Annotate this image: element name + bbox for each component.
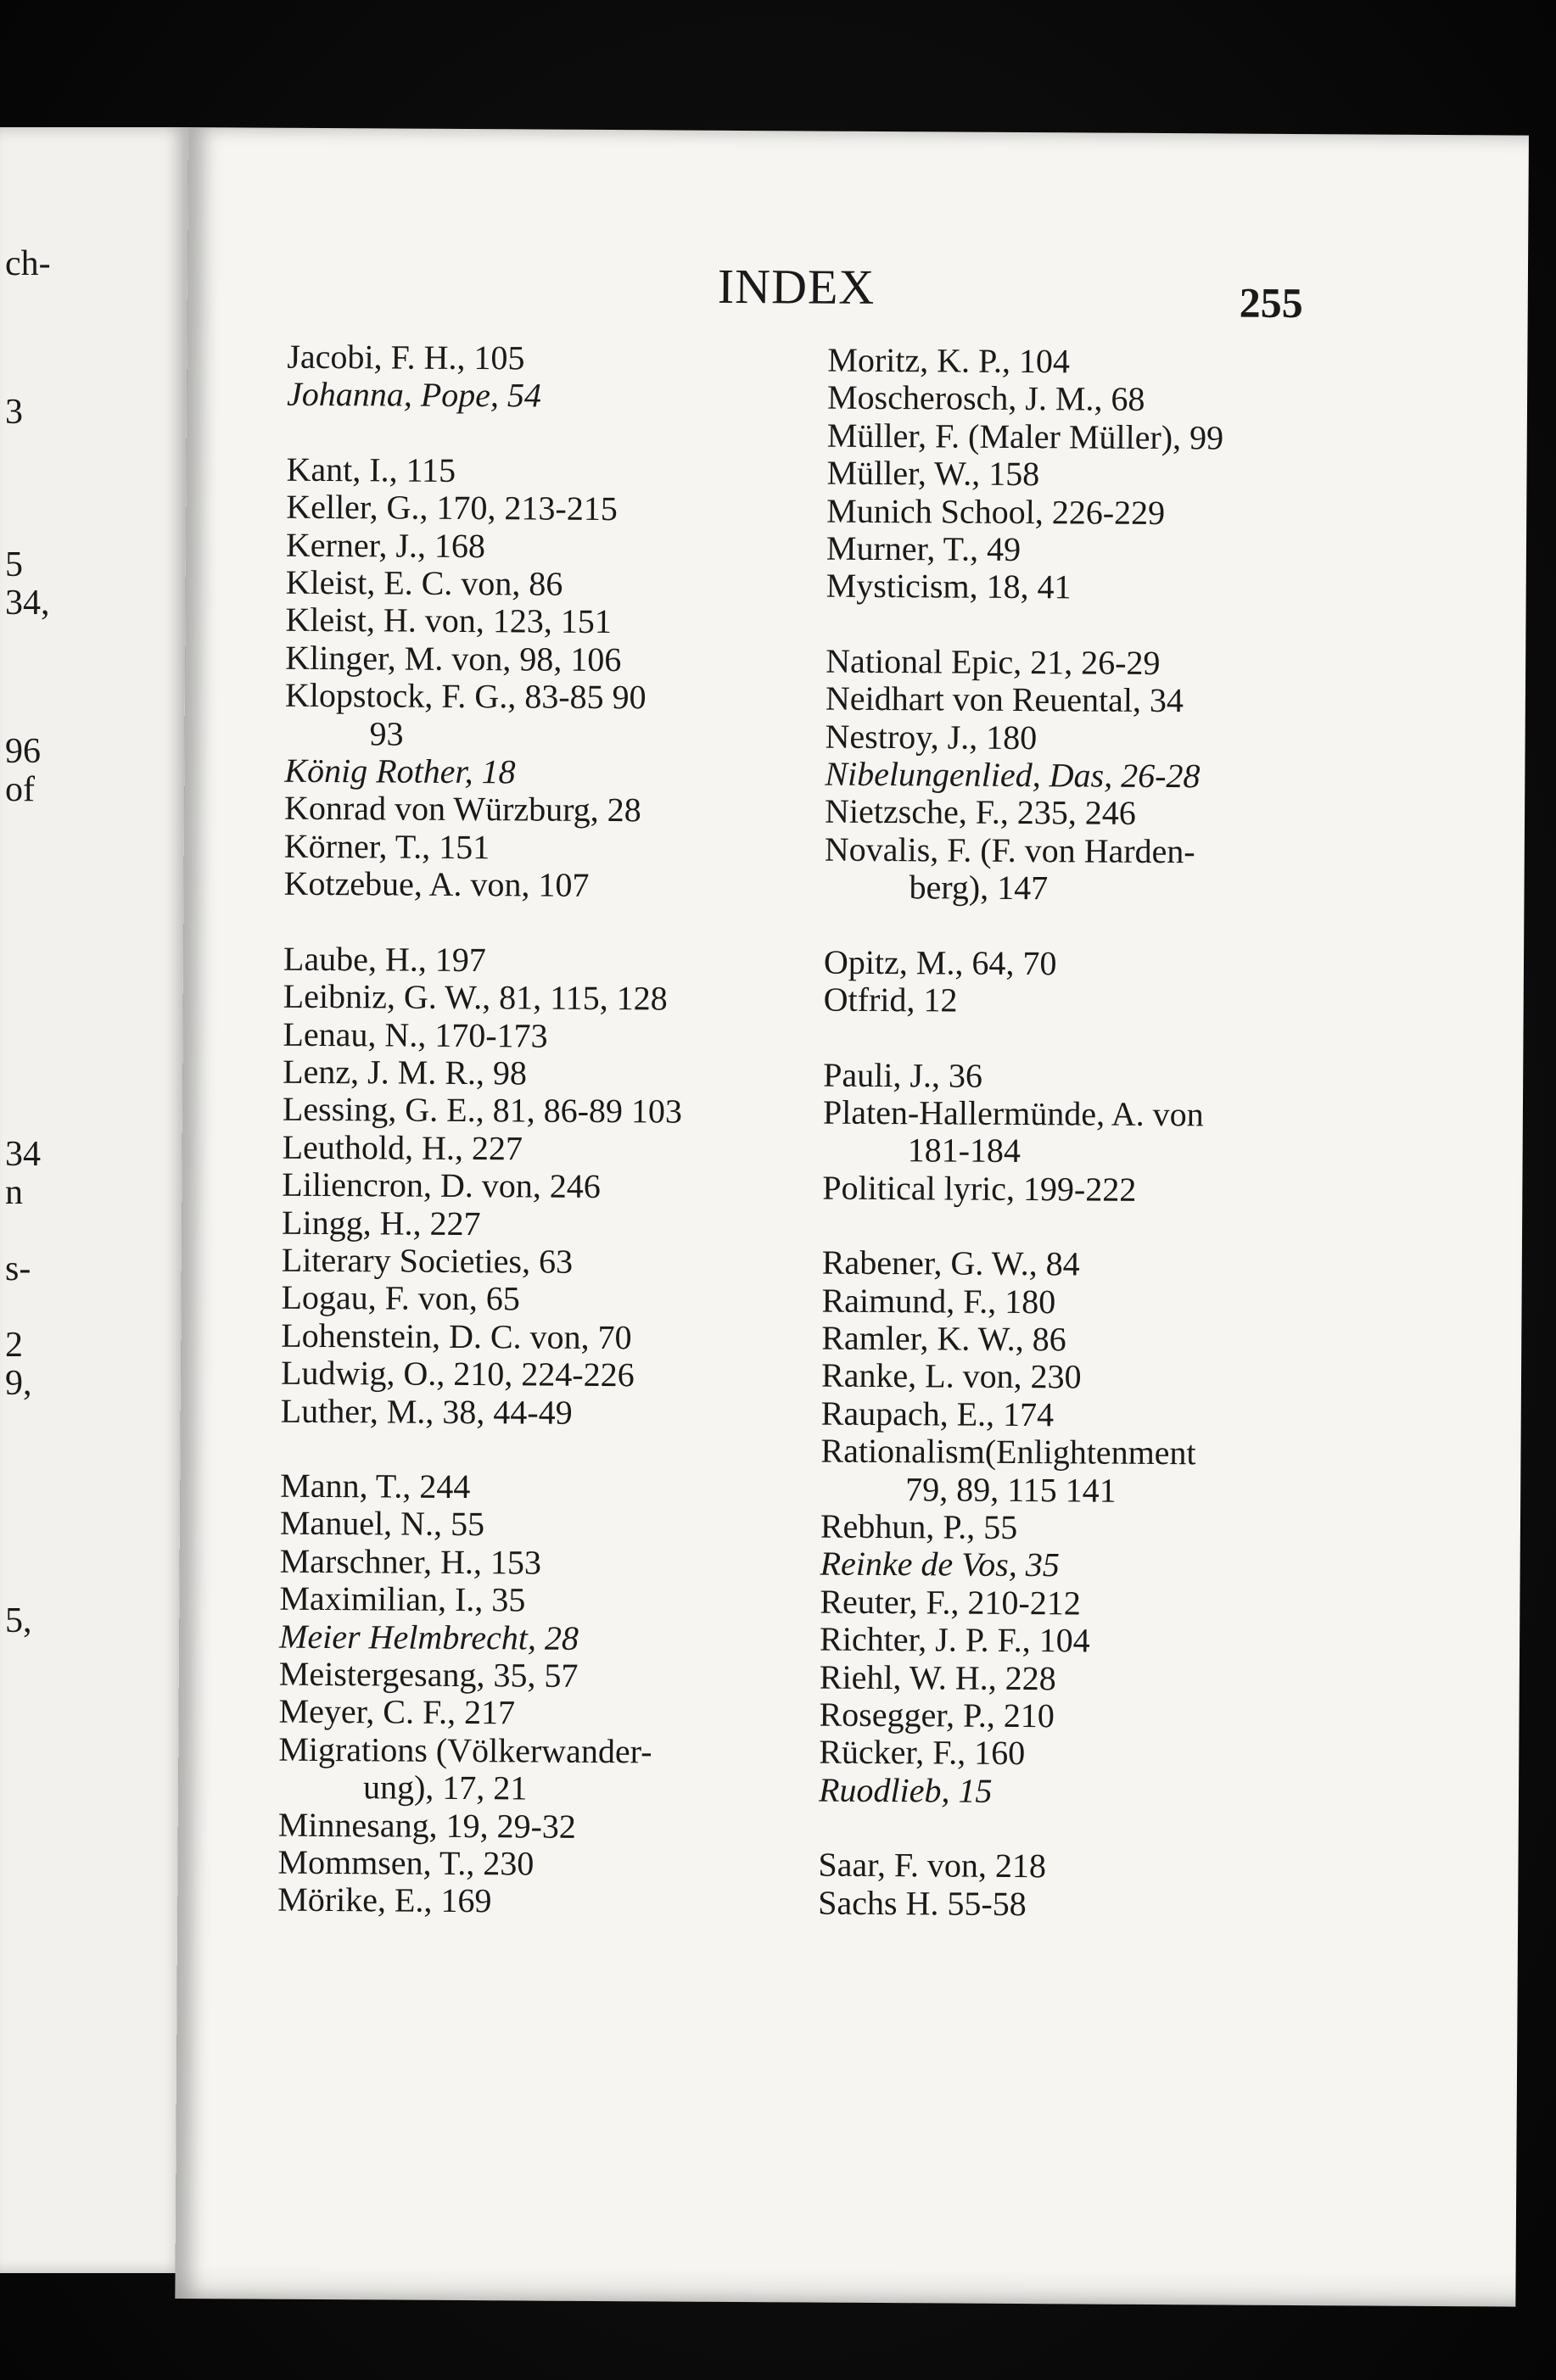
index-entry: Lessing, G. E., 81, 86-89 103 bbox=[282, 1090, 683, 1131]
section-gap bbox=[819, 1809, 1328, 1850]
index-entry: Riehl, W. H., 228 bbox=[819, 1657, 1056, 1697]
index-entry: Leibniz, G. W., 81, 115, 128 bbox=[283, 976, 668, 1018]
left-page-fragment: ch- bbox=[5, 244, 51, 283]
index-entry: Sachs H. 55-58 bbox=[818, 1883, 1027, 1923]
left-page-fragment: 3 bbox=[5, 393, 23, 432]
index-entry: Otfrid, 12 bbox=[823, 980, 958, 1020]
index-entry: Jacobi, F. H., 105 bbox=[287, 337, 525, 377]
index-entry: Platen-Hallermünde, A. von bbox=[822, 1092, 1204, 1134]
left-page-fragment: 34 bbox=[5, 1135, 41, 1174]
index-entry: Pauli, J., 36 bbox=[823, 1055, 983, 1095]
index-entry: Reinke de Vos, 35 bbox=[820, 1544, 1060, 1584]
index-entry: Lenz, J. M. R., 98 bbox=[283, 1052, 528, 1092]
index-entry: Rücker, F., 160 bbox=[819, 1732, 1026, 1773]
index-entry: Kotzebue, A. von, 107 bbox=[283, 863, 590, 905]
index-column-left bbox=[277, 338, 762, 1922]
left-page-fragment: 96 bbox=[5, 732, 41, 771]
index-entry-continuation: 79, 89, 115 141 bbox=[905, 1469, 1117, 1510]
index-entry: Moscherosch, J. M., 68 bbox=[826, 378, 1145, 419]
index-entry: König Rother, 18 bbox=[284, 751, 516, 791]
section-gap bbox=[824, 906, 1333, 947]
index-entry: Lingg, H., 227 bbox=[281, 1203, 481, 1243]
left-page-fragment: 34, bbox=[5, 584, 50, 623]
index-entry-continuation: 181-184 bbox=[907, 1131, 1021, 1170]
index-entry: Richter, J. P. F., 104 bbox=[819, 1619, 1090, 1660]
index-entry: Nietzsche, F., 235, 246 bbox=[824, 792, 1136, 833]
section-gap bbox=[823, 1019, 1332, 1059]
left-page-fragment: n bbox=[5, 1173, 23, 1212]
section-gap bbox=[287, 414, 762, 454]
index-entry-continuation: ung), 17, 21 bbox=[362, 1768, 528, 1807]
index-entry: Leuthold, H., 227 bbox=[282, 1127, 523, 1168]
left-page-fragment: 9, bbox=[5, 1364, 32, 1403]
index-entry: Nibelungenlied, Das, 26-28 bbox=[825, 754, 1201, 796]
index-entry: Raimund, F., 180 bbox=[821, 1281, 1056, 1321]
index-entry: Körner, T., 151 bbox=[283, 826, 490, 867]
index-entry: Mysticism, 18, 41 bbox=[826, 567, 1072, 606]
index-column-right bbox=[818, 342, 1336, 1925]
index-entry-continuation: berg), 147 bbox=[909, 868, 1049, 908]
section-gap bbox=[283, 902, 758, 942]
index-entry: Migrations (Völkerwander- bbox=[278, 1729, 652, 1771]
index-entry: Murner, T., 49 bbox=[826, 528, 1021, 569]
left-page-fragment: 5 bbox=[5, 545, 23, 584]
index-entry: Ludwig, O., 210, 224-226 bbox=[280, 1353, 635, 1394]
index-entry: Political lyric, 199-222 bbox=[822, 1168, 1137, 1209]
index-entry: Mommsen, T., 230 bbox=[277, 1842, 535, 1883]
index-entry: Reuter, F., 210-212 bbox=[820, 1582, 1081, 1623]
section-gap bbox=[826, 605, 1335, 645]
section-gap bbox=[280, 1430, 755, 1470]
page-title: INDEX bbox=[717, 258, 876, 315]
index-entry: Maximilian, I., 35 bbox=[279, 1578, 526, 1619]
index-entry: Müller, W., 158 bbox=[826, 453, 1040, 494]
index-entry: Lohenstein, D. C. von, 70 bbox=[281, 1316, 632, 1356]
index-entry: Literary Societies, 63 bbox=[281, 1240, 574, 1281]
index-entry: Neidhart von Reuental, 34 bbox=[825, 679, 1184, 720]
index-entry: Keller, G., 170, 213-215 bbox=[286, 487, 618, 528]
index-entry: Müller, F. (Maler Müller), 99 bbox=[826, 416, 1224, 457]
index-entry: Johanna, Pope, 54 bbox=[286, 375, 542, 415]
index-entry: Rosegger, P., 210 bbox=[819, 1695, 1055, 1735]
index-entry: Opitz, M., 64, 70 bbox=[823, 942, 1057, 982]
page-header bbox=[188, 254, 1528, 331]
index-page bbox=[175, 127, 1529, 2307]
index-entry: Rabener, G. W., 84 bbox=[821, 1243, 1080, 1283]
index-entry: Raupach, E., 174 bbox=[820, 1394, 1055, 1434]
index-entry: National Epic, 21, 26-29 bbox=[826, 641, 1161, 682]
index-entry: Logau, F. von, 65 bbox=[281, 1278, 520, 1318]
left-page-edge bbox=[0, 127, 192, 2273]
index-entry: Meyer, C. F., 217 bbox=[278, 1692, 516, 1732]
index-entry: Saar, F. von, 218 bbox=[818, 1845, 1047, 1886]
index-entry: Manuel, N., 55 bbox=[279, 1504, 485, 1544]
index-entry: Konrad von Würzburg, 28 bbox=[283, 789, 641, 830]
left-page-fragment: of bbox=[5, 770, 35, 809]
index-entry: Lenau, N., 170-173 bbox=[283, 1014, 548, 1055]
left-page-fragment: s- bbox=[5, 1249, 31, 1288]
index-entry: Kleist, E. C. von, 86 bbox=[285, 562, 563, 603]
index-entry: Rebhun, P., 55 bbox=[820, 1506, 1018, 1546]
index-entry: Liliencron, D. von, 246 bbox=[282, 1165, 602, 1206]
index-entry: Marschner, H., 153 bbox=[279, 1541, 542, 1582]
index-entry: Novalis, F. (F. von Harden- bbox=[824, 830, 1195, 871]
index-entry: Nestroy, J., 180 bbox=[825, 717, 1038, 757]
index-entry-continuation: 93 bbox=[369, 713, 404, 753]
index-entry: Ranke, L. von, 230 bbox=[820, 1355, 1082, 1396]
page-number: 255 bbox=[1239, 278, 1303, 327]
index-entry: Laube, H., 197 bbox=[283, 939, 486, 979]
index-entry: Mann, T., 244 bbox=[280, 1466, 471, 1506]
index-entry: Ruodlieb, 15 bbox=[818, 1770, 993, 1810]
index-entry: Klopstock, F. G., 83-85 90 bbox=[284, 675, 646, 717]
index-entry: Munich School, 226-229 bbox=[826, 491, 1166, 532]
index-entry: Ramler, K. W., 86 bbox=[821, 1318, 1066, 1359]
index-entry: Kleist, H. von, 123, 151 bbox=[285, 601, 613, 641]
index-entry: Minnesang, 19, 29-32 bbox=[277, 1805, 576, 1846]
index-entry: Kerner, J., 168 bbox=[285, 525, 486, 565]
index-entry: Rationalism(Enlightenment bbox=[820, 1431, 1196, 1472]
index-entry: Meier Helmbrecht, 28 bbox=[278, 1617, 579, 1657]
index-entry: Meistergesang, 35, 57 bbox=[278, 1654, 579, 1695]
index-entry: Luther, M., 38, 44-49 bbox=[280, 1391, 573, 1432]
index-entry: Klinger, M. von, 98, 106 bbox=[285, 638, 622, 679]
index-entry: Kant, I., 115 bbox=[286, 450, 456, 489]
left-page-fragment: 2 bbox=[5, 1326, 23, 1365]
section-gap bbox=[822, 1207, 1331, 1248]
index-entry: Mörike, E., 169 bbox=[277, 1880, 492, 1920]
left-page-fragment: 5, bbox=[5, 1601, 32, 1640]
index-entry: Moritz, K. P., 104 bbox=[827, 340, 1071, 381]
